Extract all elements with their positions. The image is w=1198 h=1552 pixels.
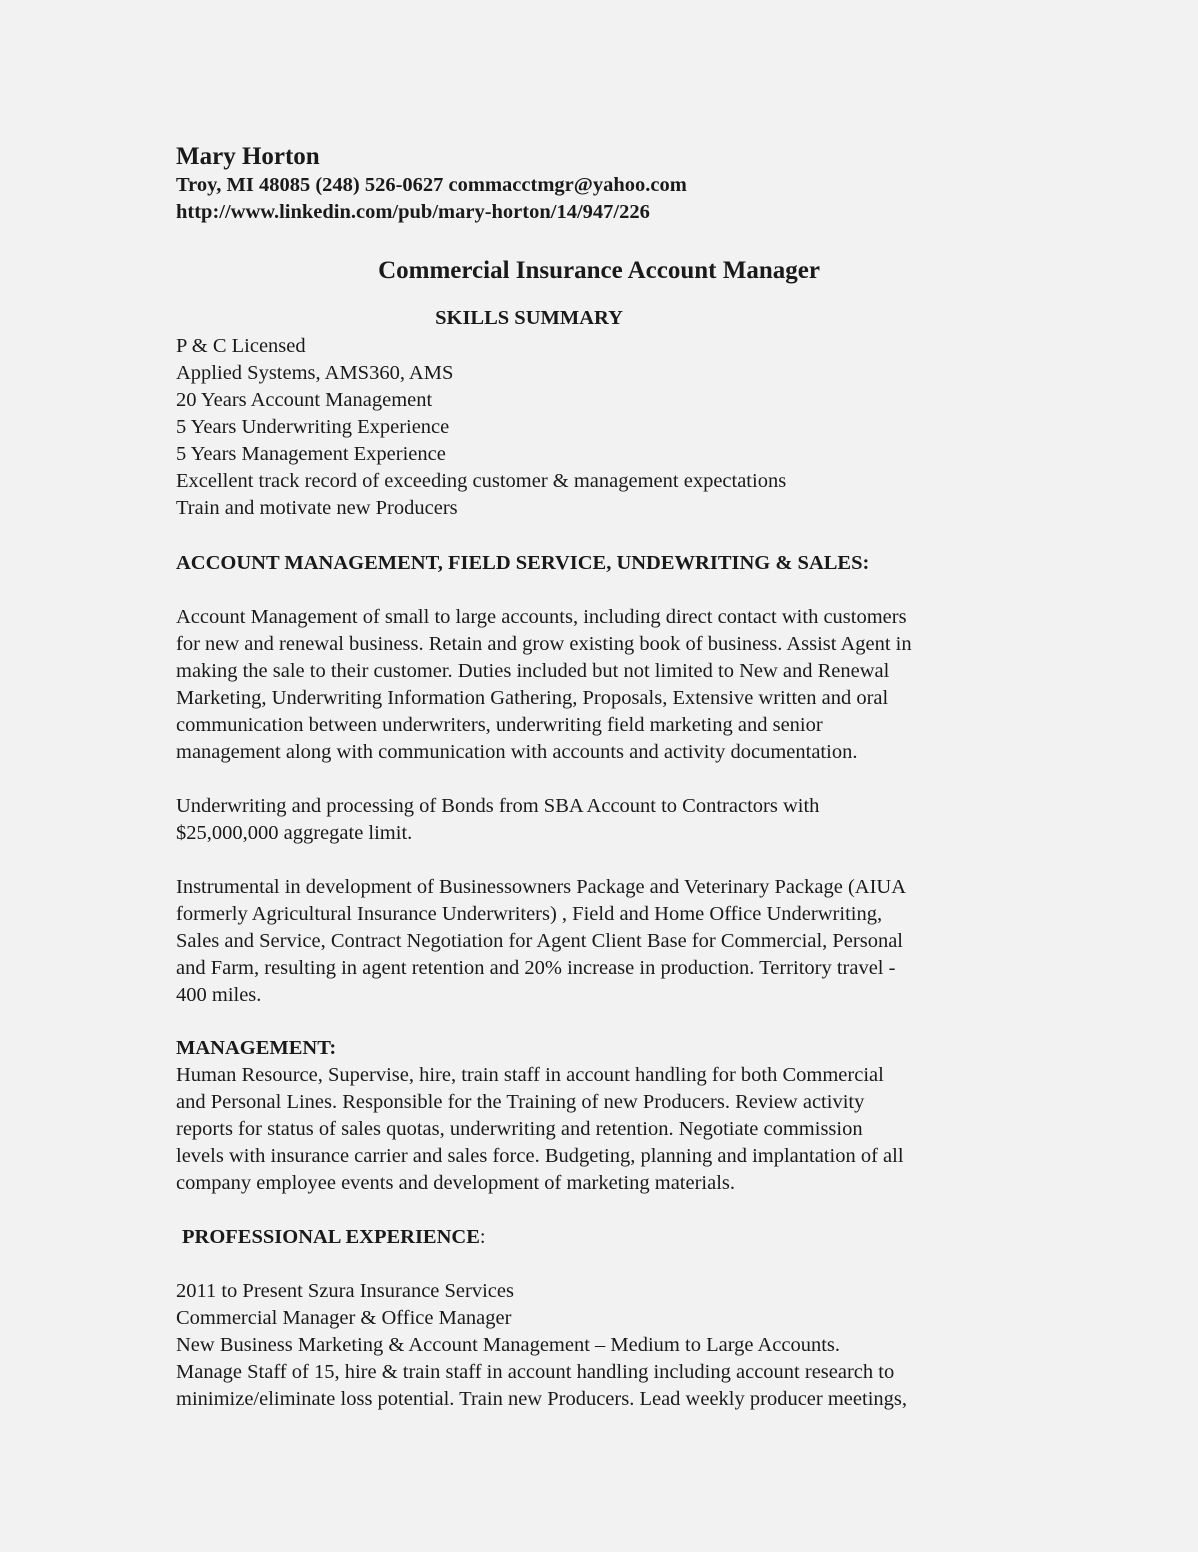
account-management-paragraph: Account Management of small to large accounts, including direct contact with customers for new and renewal business. Retain and grow existing book of business. Assist Agent in making the sale to their customer. Duties included but not limited to New and Renewal Marketing, Underwriting Information Gathering, Proposals, Extensive written and oral communication between underwriters, underwriting field marketing and senior management along with communication with accounts and activity documentation. xyxy=(176,606,912,763)
skill-item: 20 Years Account Management xyxy=(176,389,433,411)
skills-summary-heading: SKILLS SUMMARY xyxy=(435,307,623,329)
contact-line: Troy, MI 48085 (248) 526-0627 commacctmgr@yahoo.com xyxy=(176,174,687,196)
skill-item: Train and motivate new Producers xyxy=(176,497,458,519)
experience-entry xyxy=(176,1278,1046,1413)
skill-item: Applied Systems, AMS360, AMS xyxy=(176,362,454,384)
linkedin-url: http://www.linkedin.com/pub/mary-horton/14/947/226 xyxy=(176,201,650,223)
professional-experience-heading xyxy=(176,1224,1046,1251)
experience-heading-colon: : xyxy=(479,1226,486,1248)
development-paragraph: Instrumental in development of Businessowners Package and Veterinary Package (AIUA formerly Agricultural Insurance Underwriters) , Field and Home Office Underwriting, Sales and Service, Contract Negotiation for Agent Client Base for Commercial, Personal and Farm, resulting in agent retention and 20% increase in production. Territory travel - 400 miles. xyxy=(176,876,907,1006)
experience-dates-company: 2011 to Present Szura Insurance Services xyxy=(176,1280,514,1302)
skill-item: Excellent track record of exceeding customer & management expectations xyxy=(176,470,787,492)
skills-list xyxy=(176,333,1046,522)
skill-item: 5 Years Underwriting Experience xyxy=(176,416,450,438)
experience-position: Commercial Manager & Office Manager xyxy=(176,1307,512,1329)
experience-focus: New Business Marketing & Account Management – Medium to Large Accounts. xyxy=(176,1334,841,1356)
bonds-paragraph: Underwriting and processing of Bonds from SBA Account to Contractors with $25,000,000 aggregate limit. xyxy=(176,795,820,844)
resume-page xyxy=(176,142,1046,1413)
skill-item: P & C Licensed xyxy=(176,335,306,357)
resume-header xyxy=(176,142,1046,226)
account-management-heading: ACCOUNT MANAGEMENT, FIELD SERVICE, UNDEWRITING & SALES: xyxy=(176,552,870,574)
management-paragraph: Human Resource, Supervise, hire, train staff in account handling for both Commercial and Personal Lines. Responsible for the Training of new Producers. Review activity reports for status of sales quotas, underwriting and retention. Negotiate commission levels with insurance carrier and sales force. Budgeting, planning and implantation of all company employee events and development of marketing materials. xyxy=(176,1064,904,1194)
skill-item: 5 Years Management Experience xyxy=(176,443,446,465)
experience-description: Manage Staff of 15, hire & train staff in account handling including account research to minimize/eliminate loss potential. Train new Producers. Lead weekly producer meetings, xyxy=(176,1361,907,1410)
candidate-name: Mary Horton xyxy=(176,143,320,170)
experience-heading-text: PROFESSIONAL EXPERIENCE xyxy=(182,1226,480,1248)
resume-title: Commercial Insurance Account Manager xyxy=(378,257,820,284)
management-heading: MANAGEMENT: xyxy=(176,1037,337,1059)
